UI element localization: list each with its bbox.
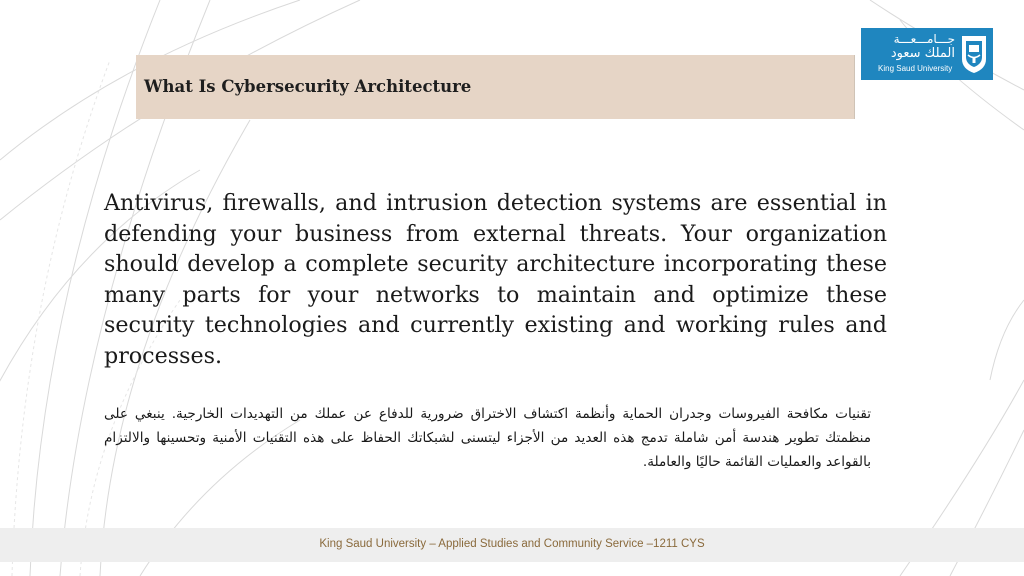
slide-title: What Is Cybersecurity Architecture	[144, 77, 472, 96]
logo-english-name: King Saud University	[878, 64, 953, 73]
body-english-paragraph: Antivirus, firewalls, and intrusion detection systems are essential in defending your business from external threats. Your organization should develop a complete security architecture incorporating these many parts for your networks to maintain and optimize these security technologies and currently existing and working rules and processes.	[104, 190, 887, 369]
ksu-logo	[861, 28, 993, 80]
logo-arabic-line2: الملك سعود	[890, 46, 955, 61]
logo-arabic-line1: جـــامـــعـــة	[893, 32, 955, 46]
title-bar	[136, 55, 855, 119]
footer-text: King Saud University – Applied Studies and Community Service –1211 CYS	[319, 538, 705, 550]
body-arabic-paragraph: تقنيات مكافحة الفيروسات وجدران الحماية وأنظمة اكتشاف الاختراق ضرورية للدفاع عن عملك من التهديدات الخارجية. ينبغي على منظمتك تطوير هندسة أمن شاملة تدمج هذه العديد من الأجزاء ليتسنى لشبكاتك الحفاظ على هذه التقنيات الأمنية وتحسينها والالتزام بالقواعد والعمليات القائمة حاليًا والعاملة.	[104, 406, 871, 470]
ksu-emblem-icon	[959, 33, 989, 75]
